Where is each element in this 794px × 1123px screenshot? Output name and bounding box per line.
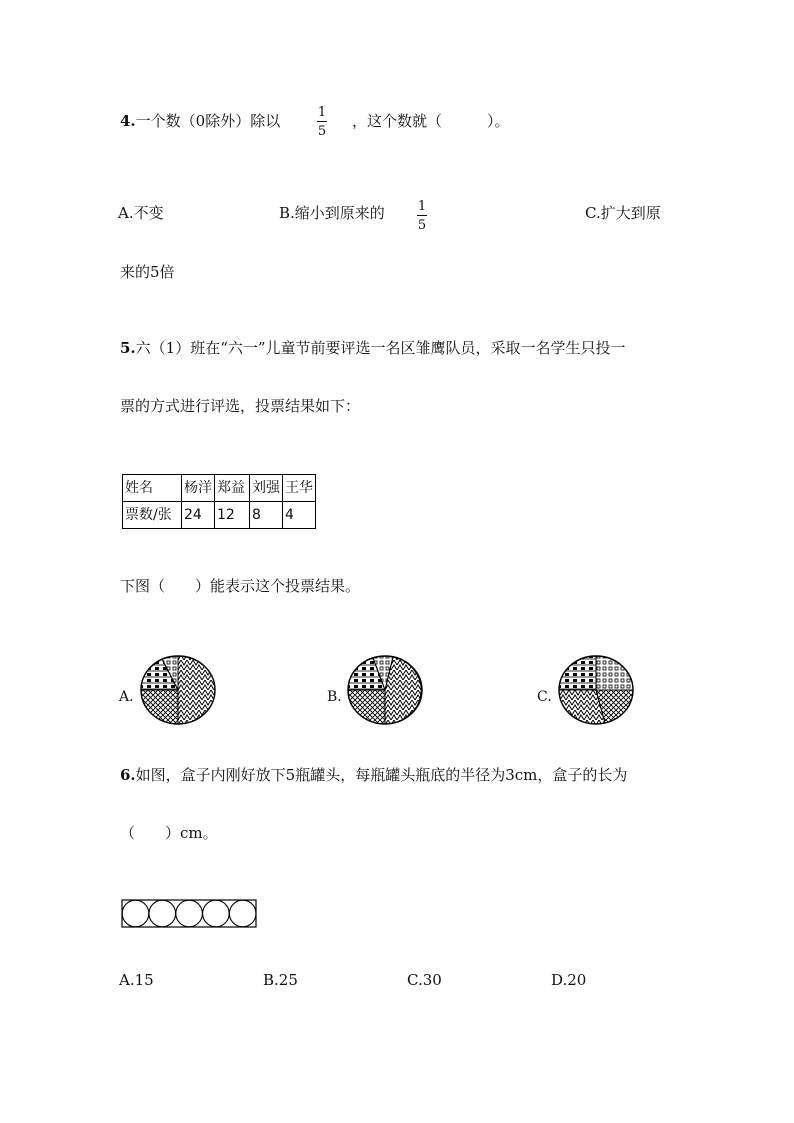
table-cell: 24 xyxy=(182,502,215,529)
box-with-cans-diagram xyxy=(121,899,261,929)
q4-option-b-denominator: 5 xyxy=(417,218,427,233)
q5-stem-text: 六（1）班在“六一”儿童节前要评选一名区雏鹰队员，采取一名学生只投一 xyxy=(135,339,626,357)
q6-stem-text: 如图，盒子内刚好放下5瓶罐头，每瓶罐头瓶底的半径为3cm，盒子的长为 xyxy=(135,766,628,784)
vote-table-header-row xyxy=(123,475,316,502)
q4-option-c-line1[interactable]: C.扩大到原 xyxy=(585,204,661,222)
q5-option-b-pie[interactable] xyxy=(347,655,423,725)
q5-question: 下图（ ）能表示这个投票结果。 xyxy=(120,577,361,595)
q4-stem xyxy=(120,111,280,131)
q6-option-d[interactable]: D.20 xyxy=(551,971,587,989)
q4-option-b-fraction xyxy=(415,200,429,232)
q5-stem-line2: 票的方式进行评选，投票结果如下： xyxy=(120,397,361,415)
table-cell: 刘强 xyxy=(250,475,283,502)
can-circle xyxy=(149,900,176,927)
q6-option-a[interactable]: A.15 xyxy=(119,971,154,989)
q4-stem-part2: ，这个数就（ ）。 xyxy=(352,112,510,130)
can-circle xyxy=(122,900,149,927)
q5-option-c-label[interactable]: C. xyxy=(537,689,552,705)
q4-fraction-numerator: 1 xyxy=(317,105,327,120)
q5-option-a-pie[interactable] xyxy=(140,655,216,725)
table-cell: 姓名 xyxy=(123,475,182,502)
q4-option-b[interactable]: B.缩小到原来的 xyxy=(279,204,385,222)
q4-number: 4. xyxy=(120,112,136,130)
table-cell: 王华 xyxy=(283,475,316,502)
q4-fraction-denominator: 5 xyxy=(317,124,327,139)
q4-option-a[interactable]: A.不变 xyxy=(118,204,164,222)
can-circle xyxy=(229,900,256,927)
q4-option-b-numerator: 1 xyxy=(417,199,427,214)
can-circle xyxy=(176,900,203,927)
q5-number: 5. xyxy=(120,339,136,357)
q6-number: 6. xyxy=(120,766,136,784)
q4-option-c-line2: 来的5倍 xyxy=(120,263,175,281)
table-cell: 杨洋 xyxy=(182,475,215,502)
q4-stem-part1: 一个数（0除外）除以 xyxy=(135,112,281,130)
vote-table-data-row xyxy=(123,502,316,529)
q5-stem-line1 xyxy=(120,338,626,358)
table-cell: 郑益 xyxy=(215,475,250,502)
q5-option-c-pie[interactable] xyxy=(558,655,634,725)
table-cell: 4 xyxy=(283,502,316,529)
q6-option-c[interactable]: C.30 xyxy=(407,971,442,989)
q5-option-b-label[interactable]: B. xyxy=(327,689,342,705)
table-cell: 票数/张 xyxy=(123,502,182,529)
q4-fraction xyxy=(315,106,329,138)
vote-table xyxy=(122,474,316,529)
q6-option-b[interactable]: B.25 xyxy=(263,971,298,989)
can-circle xyxy=(203,900,230,927)
table-cell: 8 xyxy=(250,502,283,529)
q6-stem-line2: （ ）cm。 xyxy=(120,824,218,842)
q5-option-a-label[interactable]: A. xyxy=(119,689,134,705)
table-cell: 12 xyxy=(215,502,250,529)
q6-stem-line1 xyxy=(120,765,627,785)
